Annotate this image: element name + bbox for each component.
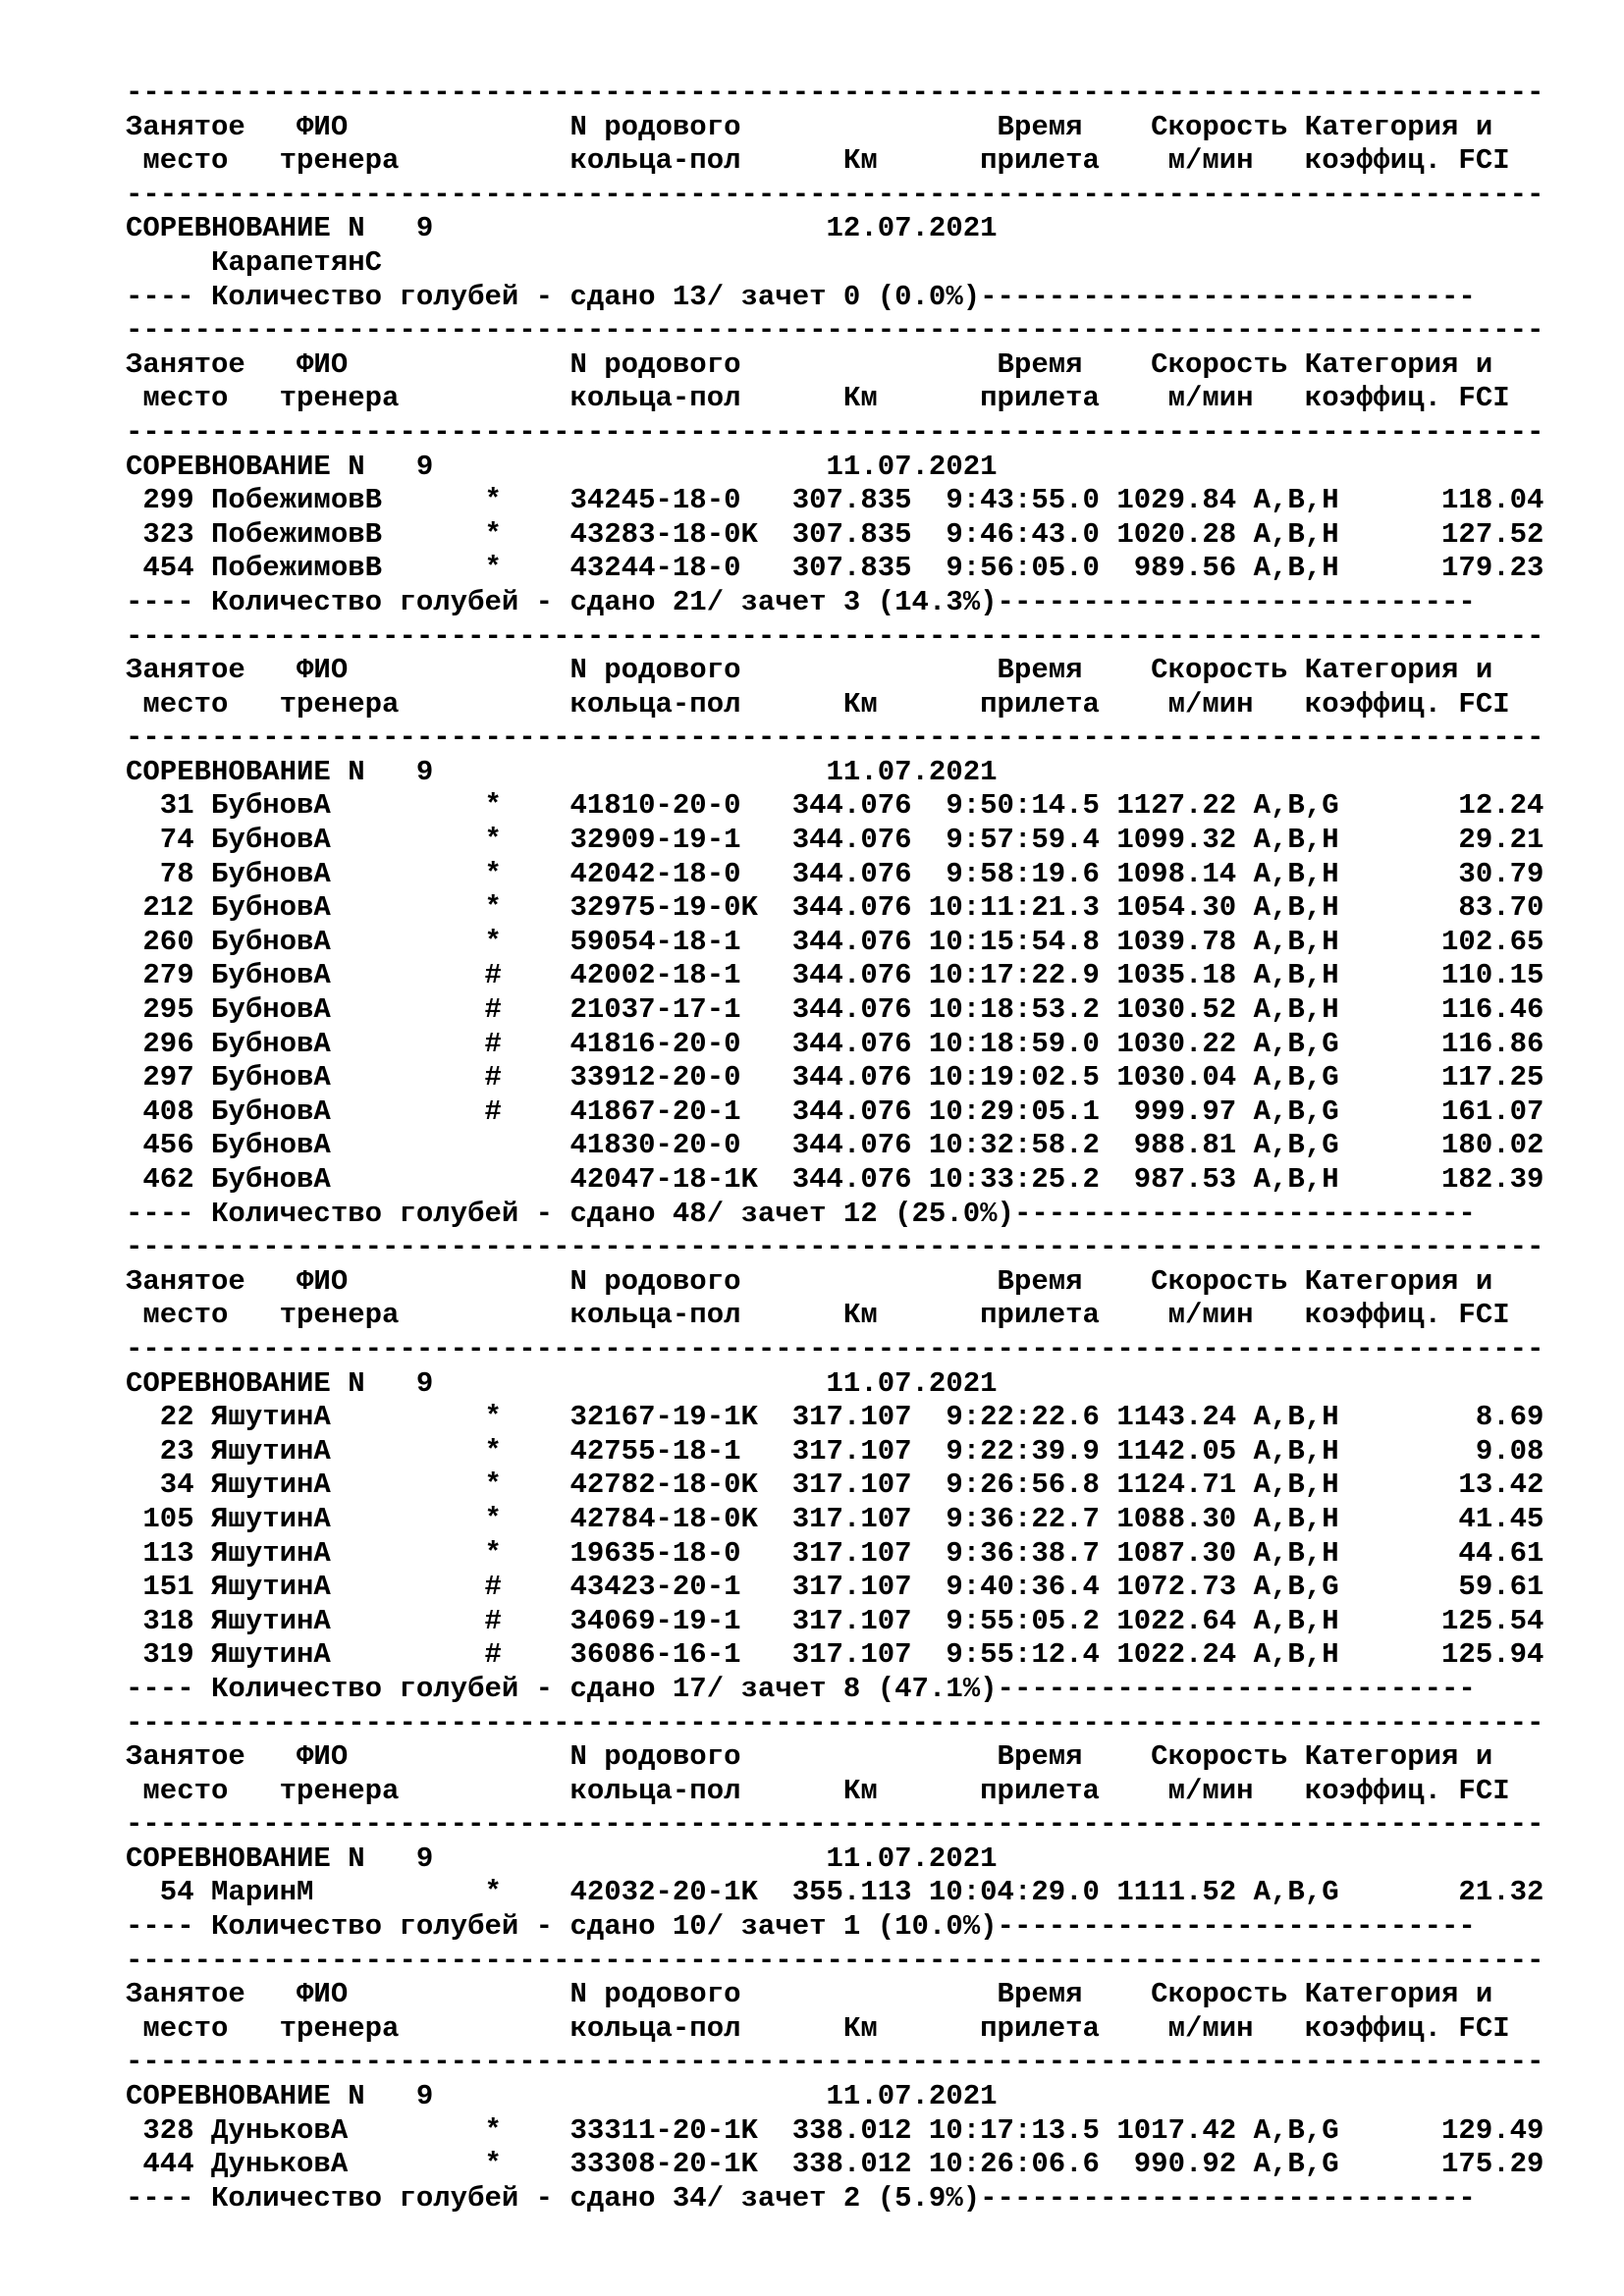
competition-line: СОРЕВНОВАНИЕ N 9 11.07.2021 bbox=[126, 2080, 998, 2113]
result-row: 444 ДуньковА * 33308-20-1K 338.012 10:26:06.6 990.92 A,B,G 175.29 bbox=[126, 2148, 1544, 2181]
divider-line: ----------------------------------------------------------------------------------- bbox=[126, 314, 1544, 347]
section-summary: ---- Количество голубей - сдано 10/ зачет 1 (10.0%)---------------------------- bbox=[126, 1910, 1476, 1944]
result-row: 34 ЯшутинА * 42782-18-0K 317.107 9:26:56.8 1124.71 A,B,H 13.42 bbox=[126, 1468, 1544, 1502]
result-row: 151 ЯшутинА # 43423-20-1 317.107 9:40:36.4 1072.73 A,B,G 59.61 bbox=[126, 1571, 1544, 1604]
column-header-line-1: Занятое ФИО N родового Время Скорость Категория и bbox=[126, 110, 1493, 143]
competition-line: СОРЕВНОВАНИЕ N 9 11.07.2021 bbox=[126, 1366, 998, 1400]
result-row: 105 ЯшутинА * 42784-18-0K 317.107 9:36:22.7 1088.30 A,B,H 41.45 bbox=[126, 1502, 1544, 1535]
column-header-line-1: Занятое ФИО N родового Время Скорость Категория и bbox=[126, 1978, 1493, 2011]
column-header-line-2: место тренера кольца-пол Км прилета м/мин коэффиц. FCI bbox=[126, 144, 1510, 178]
divider-line: ----------------------------------------------------------------------------------- bbox=[126, 178, 1544, 211]
result-row: 113 ЯшутинА * 19635-18-0 317.107 9:36:38.7 1087.30 A,B,H 44.61 bbox=[126, 1536, 1544, 1570]
result-row: 31 БубновА * 41810-20-0 344.076 9:50:14.5 1127.22 A,B,G 12.24 bbox=[126, 789, 1544, 823]
result-row: 23 ЯшутинА * 42755-18-1 317.107 9:22:39.9 1142.05 A,B,H 9.08 bbox=[126, 1434, 1544, 1468]
result-row: 323 ПобежимовВ * 43283-18-0K 307.835 9:46:43.0 1020.28 A,B,H 127.52 bbox=[126, 517, 1544, 551]
divider-line: ----------------------------------------------------------------------------------- bbox=[126, 1332, 1544, 1365]
column-header-line-1: Занятое ФИО N родового Время Скорость Категория и bbox=[126, 1740, 1493, 1774]
result-row: 328 ДуньковА * 33311-20-1K 338.012 10:17:13.5 1017.42 A,B,G 129.49 bbox=[126, 2113, 1544, 2147]
column-header-line-1: Занятое ФИО N родового Время Скорость Категория и bbox=[126, 654, 1493, 687]
result-row: 260 БубновА * 59054-18-1 344.076 10:15:54.8 1039.78 A,B,H 102.65 bbox=[126, 925, 1544, 958]
divider-line: ----------------------------------------------------------------------------------- bbox=[126, 415, 1544, 449]
section-summary: ---- Количество голубей - сдано 17/ зачет 8 (47.1%)---------------------------- bbox=[126, 1672, 1476, 1705]
result-row: 318 ЯшутинА # 34069-19-1 317.107 9:55:05.2 1022.64 A,B,H 125.54 bbox=[126, 1604, 1544, 1637]
result-row: КарапетянС bbox=[126, 245, 383, 279]
result-row: 299 ПобежимовВ * 34245-18-0 307.835 9:43:55.0 1029.84 A,B,H 118.04 bbox=[126, 484, 1544, 517]
section-summary: ---- Количество голубей - сдано 21/ зачет 3 (14.3%)---------------------------- bbox=[126, 585, 1476, 618]
result-row: 462 БубновА 42047-18-1K 344.076 10:33:25.2 987.53 A,B,H 182.39 bbox=[126, 1163, 1544, 1196]
competition-line: СОРЕВНОВАНИЕ N 9 11.07.2021 bbox=[126, 1842, 998, 1875]
column-header-line-2: место тренера кольца-пол Км прилета м/мин коэффиц. FCI bbox=[126, 2011, 1510, 2045]
section-summary: ---- Количество голубей - сдано 34/ зачет 2 (5.9%)----------------------------- bbox=[126, 2181, 1476, 2215]
result-row: 319 ЯшутинА # 36086-16-1 317.107 9:55:12.4 1022.24 A,B,H 125.94 bbox=[126, 1638, 1544, 1672]
result-row: 454 ПобежимовВ * 43244-18-0 307.835 9:56:05.0 989.56 A,B,H 179.23 bbox=[126, 552, 1544, 585]
divider-line: ----------------------------------------------------------------------------------- bbox=[126, 619, 1544, 653]
section-summary: ---- Количество голубей - сдано 13/ зачет 0 (0.0%)----------------------------- bbox=[126, 280, 1476, 313]
result-row: 456 БубновА 41830-20-0 344.076 10:32:58.2 988.81 A,B,G 180.02 bbox=[126, 1129, 1544, 1162]
divider-line: ----------------------------------------------------------------------------------- bbox=[126, 2046, 1544, 2079]
column-header-line-1: Занятое ФИО N родового Время Скорость Категория и bbox=[126, 1264, 1493, 1298]
divider-line: ----------------------------------------------------------------------------------- bbox=[126, 77, 1544, 109]
result-row: 295 БубновА # 21037-17-1 344.076 10:18:53.2 1030.52 A,B,H 116.46 bbox=[126, 993, 1544, 1027]
result-row: 78 БубновА * 42042-18-0 344.076 9:58:19.6 1098.14 A,B,H 30.79 bbox=[126, 857, 1544, 890]
column-header-line-2: место тренера кольца-пол Км прилета м/мин коэффиц. FCI bbox=[126, 1299, 1510, 1332]
column-header-line-2: место тренера кольца-пол Км прилета м/мин коэффиц. FCI bbox=[126, 382, 1510, 415]
divider-line: ----------------------------------------------------------------------------------- bbox=[126, 721, 1544, 755]
divider-line: ----------------------------------------------------------------------------------- bbox=[126, 1808, 1544, 1842]
result-row: 296 БубновА # 41816-20-0 344.076 10:18:59.0 1030.22 A,B,G 116.86 bbox=[126, 1027, 1544, 1060]
column-header-line-2: место тренера кольца-пол Км прилета м/мин коэффиц. FCI bbox=[126, 687, 1510, 721]
competition-line: СОРЕВНОВАНИЕ N 9 12.07.2021 bbox=[126, 212, 998, 245]
column-header-line-2: место тренера кольца-пол Км прилета м/мин коэффиц. FCI bbox=[126, 1774, 1510, 1807]
divider-line: ----------------------------------------------------------------------------------- bbox=[126, 1944, 1544, 1977]
result-row: 297 БубновА # 33912-20-0 344.076 10:19:02.5 1030.04 A,B,G 117.25 bbox=[126, 1061, 1544, 1095]
result-row: 212 БубновА * 32975-19-0K 344.076 10:11:21.3 1054.30 A,B,H 83.70 bbox=[126, 891, 1544, 925]
competition-line: СОРЕВНОВАНИЕ N 9 11.07.2021 bbox=[126, 450, 998, 483]
results-document bbox=[126, 77, 1598, 2216]
column-header-line-1: Занятое ФИО N родового Время Скорость Категория и bbox=[126, 347, 1493, 381]
divider-line: ----------------------------------------------------------------------------------- bbox=[126, 1706, 1544, 1739]
competition-line: СОРЕВНОВАНИЕ N 9 11.07.2021 bbox=[126, 755, 998, 788]
result-row: 279 БубновА # 42002-18-1 344.076 10:17:22.9 1035.18 A,B,H 110.15 bbox=[126, 959, 1544, 992]
result-row: 408 БубновА # 41867-20-1 344.076 10:29:05.1 999.97 A,B,G 161.07 bbox=[126, 1095, 1544, 1128]
divider-line: ----------------------------------------------------------------------------------- bbox=[126, 1231, 1544, 1264]
result-row: 22 ЯшутинА * 32167-19-1K 317.107 9:22:22.6 1143.24 A,B,H 8.69 bbox=[126, 1401, 1544, 1434]
section-summary: ---- Количество голубей - сдано 48/ зачет 12 (25.0%)--------------------------- bbox=[126, 1197, 1476, 1230]
result-row: 74 БубновА * 32909-19-1 344.076 9:57:59.4 1099.32 A,B,H 29.21 bbox=[126, 824, 1544, 857]
result-row: 54 МаринМ * 42032-20-1K 355.113 10:04:29.0 1111.52 A,B,G 21.32 bbox=[126, 1876, 1544, 1909]
